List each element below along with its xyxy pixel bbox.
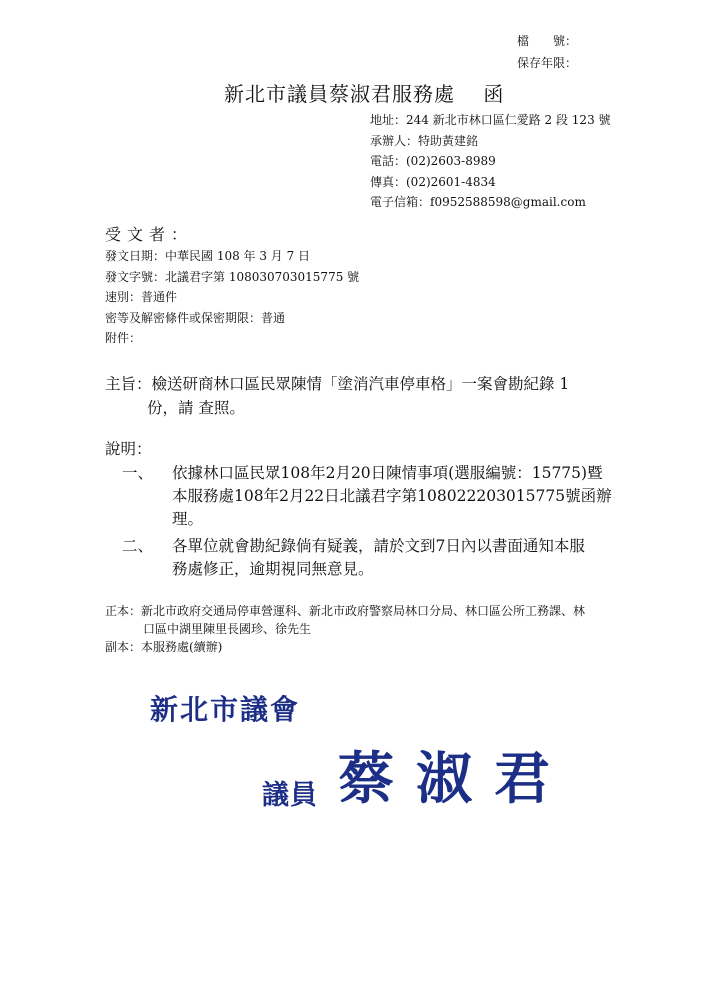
item-line: 本服務處108年2月22日北議君字第108022203015775號函辦: [172, 487, 612, 505]
secondary-copy-line: 副本：本服務處(續辦): [105, 640, 223, 654]
file-meta: [517, 30, 577, 74]
file-number-label: 檔 號：: [516, 34, 577, 48]
main-copy-line-2: 口區中湖里陳里長國珍、徐先生: [143, 622, 312, 636]
item-line: 務處修正，逾期視同無意見。: [172, 560, 374, 578]
document-meta: [105, 246, 359, 349]
subject-line-2: 份，請 查照。: [147, 399, 245, 417]
recipient-label: 受文者：: [105, 225, 194, 244]
subject-line-1: 主旨：檢送研商林口區民眾陳情「塗消汽車停車格」一案會勘紀錄 1: [105, 375, 570, 393]
contact-block: [370, 110, 611, 213]
copies-section: [105, 602, 585, 656]
item-line: 理。: [172, 510, 204, 528]
item-line: 各單位就會勘紀錄倘有疑義，請於文到7日內以書面通知本服: [172, 537, 585, 555]
phone-line: 電話：(02)2603-8989: [370, 154, 496, 168]
description-heading: 說明：: [105, 440, 152, 458]
issue-number: 發文字號：北議君字第 108030703015775 號: [105, 269, 360, 284]
council-seal-text: 新北市議會: [150, 693, 301, 726]
email-line: 電子信箱：f0952588598@gmail.com: [370, 195, 586, 209]
issue-date: 發文日期：中華民國 108 年 3 月 7 日: [105, 249, 311, 263]
item-number: 二、: [122, 537, 154, 555]
delivery-speed: 速別：普通件: [105, 290, 178, 304]
councilor-name-stamp: 蔡淑君: [338, 747, 572, 812]
handler-line: 承辦人：特助黃建銘: [370, 133, 479, 148]
main-copy-line-1: 正本：新北市政府交通局停車營運科、新北市政府警察局林口分局、林口區公所工務課、林: [105, 604, 586, 618]
item-body: [172, 535, 585, 581]
fax-line: 傳真：(02)2601-4834: [370, 174, 496, 189]
classification: 密等及解密條件或保密期限：普通: [105, 310, 286, 325]
attachment-label: 附件：: [105, 331, 142, 345]
item-body: [172, 462, 612, 531]
item-line: 依據林口區民眾108年2月20日陳情事項(選服編號：15775)暨: [172, 464, 603, 482]
retention-label: 保存年限：: [516, 56, 577, 70]
item-number: 一、: [122, 464, 154, 482]
document-title: 新北市議員蔡淑君服務處 函: [224, 82, 505, 106]
address-line: 地址：244 新北市林口區仁愛路 2 段 123 號: [370, 113, 611, 127]
councilor-role-stamp: 議員: [262, 780, 318, 811]
subject-section: [105, 372, 569, 420]
